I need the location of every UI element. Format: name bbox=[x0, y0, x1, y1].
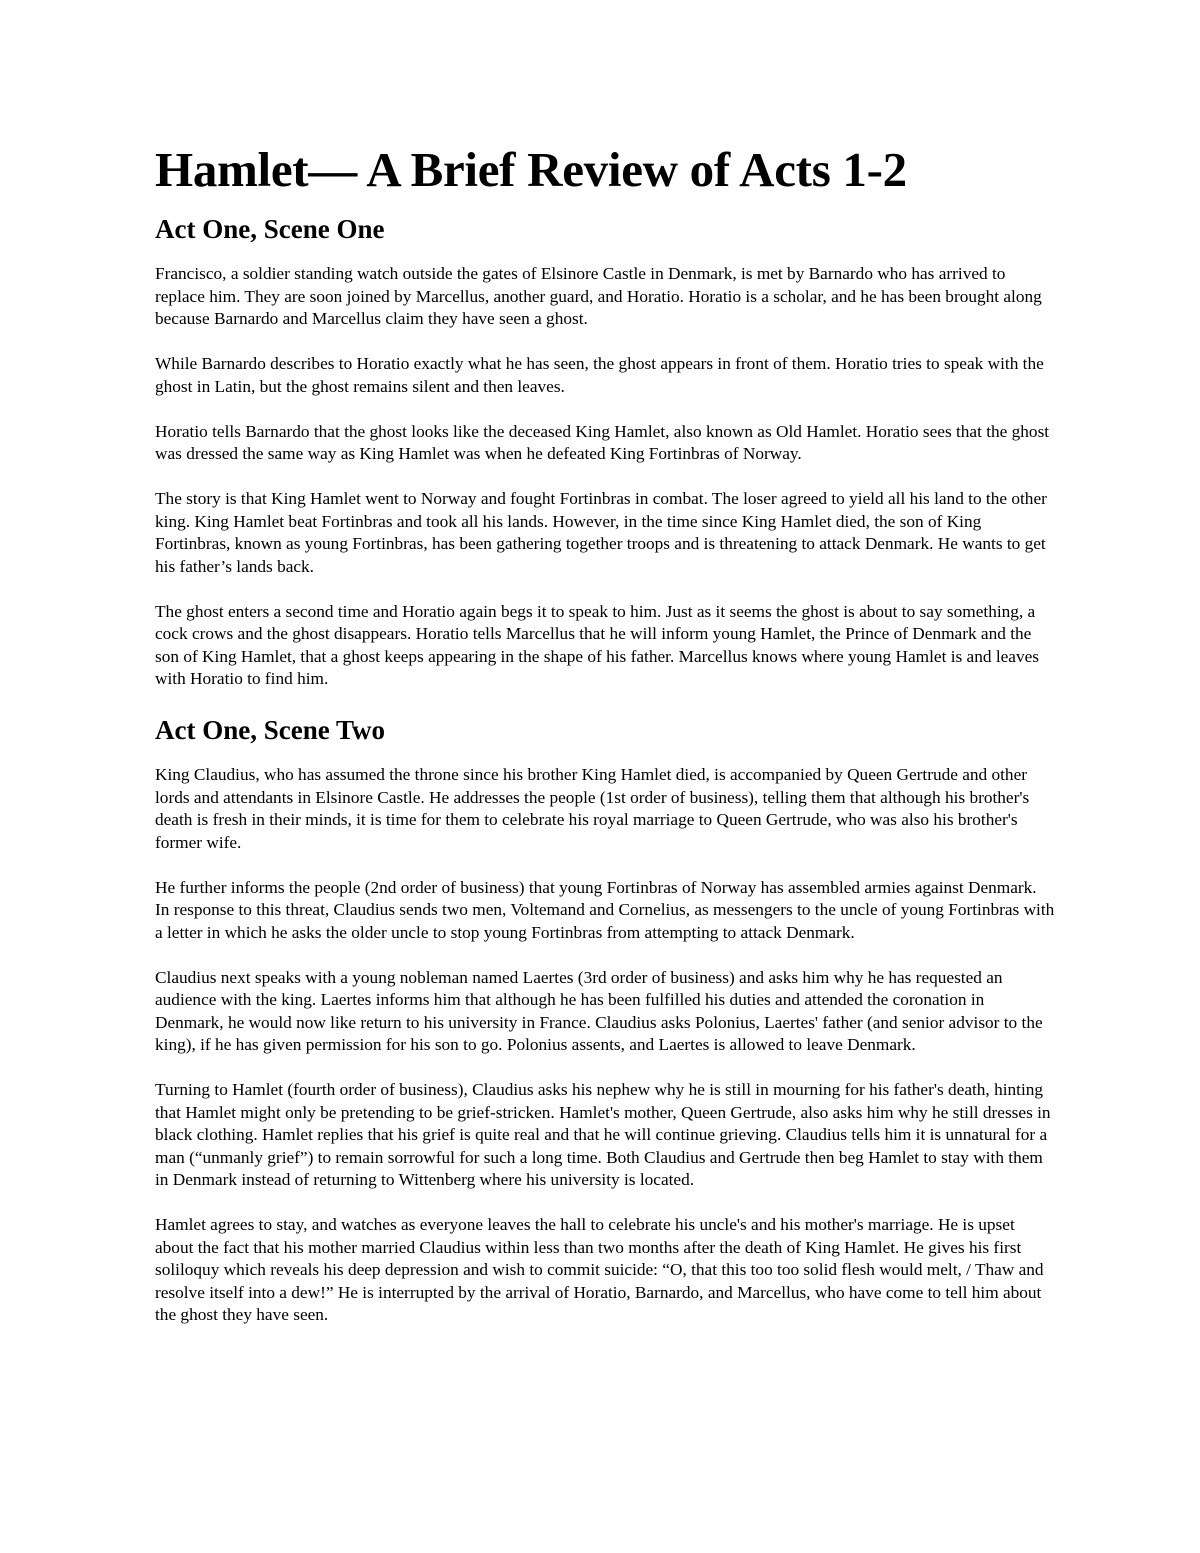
section-heading: Act One, Scene One bbox=[155, 214, 385, 244]
section-act-one-scene-one bbox=[155, 212, 1055, 691]
section-heading: Act One, Scene Two bbox=[155, 715, 385, 745]
paragraph: Horatio tells Barnardo that the ghost looks like the deceased King Hamlet, also known as Old Hamlet. Horatio sees that the ghost was dressed the same way as King Hamlet was when he defeated King Fortinbras of Norway. bbox=[155, 421, 1050, 463]
paragraph: While Barnardo describes to Horatio exactly what he has seen, the ghost appears in front of them. Horatio tries to speak with the ghost in Latin, but the ghost remains silent and then leaves. bbox=[155, 354, 1044, 396]
document-title: Hamlet— A Brief Review of Acts 1-2 bbox=[155, 142, 907, 197]
paragraph: Claudius next speaks with a young nobleman named Laertes (3rd order of business) and asks him why he has requested an audience with the king. Laertes informs him that although he has been fulfilled his duties and attended the coronation in Denmark, he would now like return to his university in France. Claudius asks Polonius, Laertes' father (and senior advisor to the king), if he has given permission for his son to go. Polonius assents, and Laertes is allowed to leave Denmark. bbox=[155, 967, 1043, 1054]
paragraph: The ghost enters a second time and Horatio again begs it to speak to him. Just as it seems the ghost is about to say something, a cock crows and the ghost disappears. Horatio tells Marcellus that he will inform young Hamlet, the Prince of Denmark and the son of King Hamlet, that a ghost keeps appearing in the shape of his father. Marcellus knows where young Hamlet is and leaves with Horatio to find him. bbox=[155, 601, 1039, 688]
paragraph: King Claudius, who has assumed the throne since his brother King Hamlet died, is accompanied by Queen Gertrude and other lords and attendants in Elsinore Castle. He addresses the people (1st order of business), telling them that although his brother's death is fresh in their minds, it is time for them to celebrate his royal marriage to Queen Gertrude, who was also his brother's former wife. bbox=[155, 765, 1030, 852]
paragraph: Francisco, a soldier standing watch outside the gates of Elsinore Castle in Denmark, is met by Barnardo who has arrived to replace him. They are soon joined by Marcellus, another guard, and Horatio. Horatio is a scholar, and he has been brought along because Barnardo and Marcellus claim they have seen a ghost. bbox=[155, 264, 1042, 328]
paragraph: Turning to Hamlet (fourth order of business), Claudius asks his nephew why he is still in mourning for his father's death, hinting that Hamlet might only be pretending to be grief-stricken. Hamlet's mother, Queen Gertrude, also asks him why he still dresses in black clothing. Hamlet replies that his grief is quite real and that he will continue grieving. Claudius tells him it is unnatural for a man (“unmanly grief”) to remain sorrowful for such a long time. Both Claudius and Gertrude then beg Hamlet to stay with them in Denmark instead of returning to Wittenberg where his university is located. bbox=[155, 1080, 1051, 1189]
section-act-one-scene-two bbox=[155, 713, 1055, 1327]
paragraph: Hamlet agrees to stay, and watches as everyone leaves the hall to celebrate his uncle's and his mother's marriage. He is upset about the fact that his mother married Claudius within less than two months after the death of King Hamlet. He gives his first soliloquy which reveals his deep depression and wish to commit suicide: “O, that this too too solid flesh would melt, / Thaw and resolve itself into a dew!” He is interrupted by the arrival of Horatio, Barnardo, and Marcellus, who have come to tell him about the ghost they have seen. bbox=[155, 1215, 1044, 1324]
paragraph: He further informs the people (2nd order of business) that young Fortinbras of Norway has assembled armies against Denmark. In response to this threat, Claudius sends two men, Voltemand and Cornelius, as messengers to the uncle of young Fortinbras with a letter in which he asks the older uncle to stop young Fortinbras from attempting to attack Denmark. bbox=[155, 877, 1055, 942]
paragraph: The story is that King Hamlet went to Norway and fought Fortinbras in combat. The loser agreed to yield all his land to the other king. King Hamlet beat Fortinbras and took all his lands. However, in the time since King Hamlet died, the son of King Fortinbras, known as young Fortinbras, has been gathering together troops and is threatening to attack Denmark. He wants to get his father’s lands back. bbox=[155, 489, 1047, 576]
document-page bbox=[155, 140, 1055, 1349]
